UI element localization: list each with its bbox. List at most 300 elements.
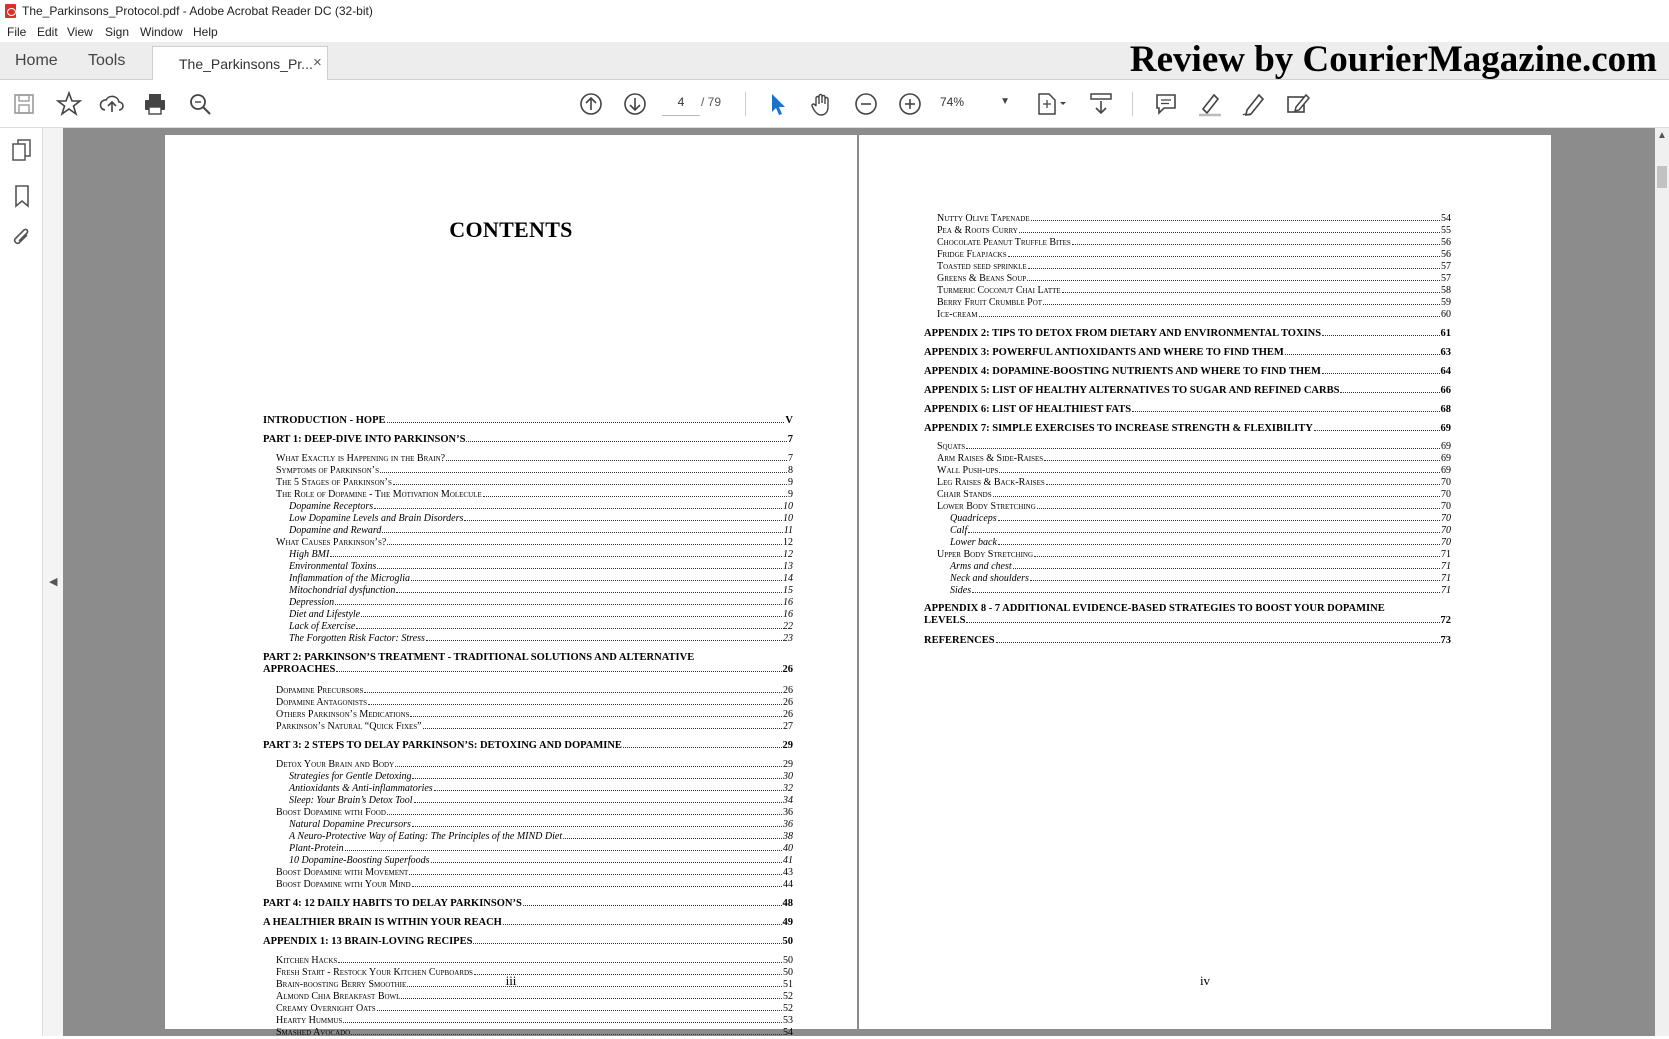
toc-page-number: 69 [1441, 441, 1451, 452]
toc-dot-leader [345, 843, 782, 851]
toc-entry[interactable] [924, 347, 1451, 359]
toc-page-number: 69 [1441, 465, 1451, 476]
toc-entry-title: Chair Stands [937, 489, 992, 500]
toc-entry-title: Creamy Overnight Oats [276, 1003, 376, 1014]
toc-entry[interactable] [937, 285, 1451, 297]
window-title: The_Parkinsons_Protocol.pdf - Adobe Acrobat Reader DC (32-bit) [22, 4, 373, 18]
toc-entry[interactable] [937, 477, 1451, 489]
toc-dot-leader [972, 585, 1440, 593]
toc-entry[interactable] [276, 489, 793, 501]
page-fit-icon[interactable] [1035, 90, 1069, 118]
toc-entry[interactable] [263, 434, 793, 446]
toc-dot-leader [387, 415, 785, 423]
toc-dot-leader [401, 991, 782, 999]
toc-dot-leader [473, 936, 781, 944]
toc-page-number: 8 [788, 465, 793, 476]
toc-dot-leader [356, 621, 782, 629]
toc-entry[interactable] [937, 225, 1451, 237]
toc-dot-leader [503, 917, 782, 925]
sign-pen-icon[interactable] [1240, 90, 1268, 118]
toc-dot-leader [434, 783, 782, 791]
toc-entry-title: Sides [950, 585, 972, 596]
toc-dot-leader [623, 740, 782, 748]
save-icon[interactable] [10, 90, 38, 118]
toc-entry[interactable] [937, 237, 1451, 249]
toc-entry[interactable] [937, 501, 1451, 513]
toc-dot-leader [1132, 404, 1439, 412]
search-zoom-icon[interactable] [186, 90, 214, 118]
toc-dot-leader [426, 633, 782, 641]
toc-page-number: 69 [1440, 423, 1451, 434]
toc-entry-title: APPENDIX 2: TIPS TO DETOX FROM DIETARY AND ENVIRONMENTAL TOXINS [924, 328, 1322, 339]
toc-entry-title: INTRODUCTION - HOPE [263, 415, 386, 426]
toc-entry[interactable] [289, 795, 793, 807]
toc-entry[interactable] [950, 537, 1451, 549]
toc-entry[interactable] [276, 721, 793, 733]
pdf-page-iii [165, 135, 857, 1038]
toc-entry-line [924, 615, 1451, 627]
toc-page-number: 70 [1441, 501, 1451, 512]
toc-dot-leader [1072, 237, 1440, 245]
toc-entry-title: Squats [937, 441, 966, 452]
next-page-icon[interactable] [621, 90, 649, 118]
toc-dot-leader [1013, 561, 1440, 569]
menu-edit[interactable]: Edit [37, 25, 58, 39]
toc-entry-title: Toasted seed sprinkle [937, 261, 1027, 272]
toc-entry-title: PART 1: DEEP-DIVE INTO PARKINSON’S [263, 434, 466, 445]
toc-entry-title: Boost Dopamine with Your Mind [276, 879, 411, 890]
toc-dot-leader [1044, 453, 1440, 461]
toc-entry-title: APPENDIX 8 - 7 ADDITIONAL EVIDENCE-BASED STRATEGIES TO BOOST YOUR DOPAMINE [924, 603, 1385, 614]
toc-page-number: 60 [1441, 309, 1451, 320]
toc-page-number: 13 [783, 561, 793, 572]
toc-entry-title: Environmental Toxins [289, 561, 377, 572]
toc-dot-leader [979, 309, 1441, 317]
fill-sign-icon[interactable] [1284, 90, 1312, 118]
vertical-scrollbar[interactable] [1655, 128, 1669, 1036]
tab-document-label: The_Parkinsons_Pr... [179, 56, 313, 72]
watermark-text: Review by CourierMagazine.com [1129, 39, 1657, 80]
toc-dot-leader [1322, 366, 1440, 374]
toc-page-number: 70 [1441, 513, 1451, 524]
toc-page-number: 52 [783, 991, 793, 1002]
toc-entry[interactable] [937, 489, 1451, 501]
toc-entry[interactable] [289, 549, 793, 561]
toc-entry-title: Dopamine Precursors [276, 685, 364, 696]
toc-entry[interactable] [289, 561, 793, 573]
toc-page-number: 7 [787, 434, 793, 445]
toc-page-number: 15 [783, 585, 793, 596]
toc-entry-title: Depression [289, 597, 335, 608]
zoom-level-select[interactable] [940, 89, 1010, 115]
toc-dot-leader [1285, 347, 1440, 355]
toc-dot-leader [395, 759, 782, 767]
toc-entry[interactable] [924, 404, 1451, 416]
toc-dot-leader [335, 597, 782, 605]
toc-dot-leader [1031, 213, 1440, 221]
toc-entry-title: The Role of Dopamine - The Motivation Molecule [276, 489, 482, 500]
star-bookmark-icon[interactable] [55, 90, 83, 118]
toc-page-number: 34 [783, 795, 793, 806]
toc-entry[interactable] [289, 621, 793, 633]
toc-dot-leader [466, 434, 786, 442]
toc-page-number: 71 [1441, 549, 1451, 560]
toc-entry-title: Inflammation of the Microglia [289, 573, 411, 584]
toc-entry[interactable] [289, 771, 793, 783]
toc-entry-title: Calf [950, 525, 968, 536]
toc-page-number: 53 [783, 1015, 793, 1026]
toc-entry[interactable] [263, 652, 793, 676]
toc-entry[interactable] [950, 513, 1451, 525]
toc-entry[interactable] [276, 453, 793, 465]
toc-entry-title: Arms and chest [950, 561, 1012, 572]
chevron-left-icon: ◀ [49, 576, 58, 588]
toc-page-number: 54 [1441, 213, 1451, 224]
toc-dot-leader [343, 1015, 782, 1023]
toc-page-number: 26 [783, 709, 793, 720]
toc-entry[interactable] [937, 309, 1451, 321]
toc-entry-title: PART 2: PARKINSON’S TREATMENT - TRADITIONAL SOLUTIONS AND ALTERNATIVE [263, 652, 695, 663]
bookmarks-icon[interactable] [11, 183, 33, 209]
toc-entry[interactable] [263, 415, 793, 427]
toc-page-number: 26 [783, 685, 793, 696]
toc-entry[interactable] [937, 249, 1451, 261]
close-icon[interactable]: × [313, 54, 322, 71]
toc-entry[interactable] [289, 513, 793, 525]
toc-page-number: 40 [783, 843, 793, 854]
toc-dot-leader [1322, 328, 1439, 336]
toc-entry-title: Hearty Hummus [276, 1015, 343, 1026]
menu-view[interactable]: View [67, 25, 93, 39]
previous-page-icon[interactable] [577, 90, 605, 118]
toc-entry-title-continued: APPROACHES [263, 664, 336, 675]
toc-entry[interactable] [924, 366, 1451, 378]
title-bar [0, 0, 1669, 22]
chevron-down-icon: ▼ [1000, 96, 1010, 107]
toc-entry[interactable] [263, 898, 793, 910]
toc-entry-title: Others Parkinson’s Medications [276, 709, 410, 720]
toc-page-number: 56 [1441, 237, 1451, 248]
toc-entry[interactable] [289, 585, 793, 597]
toc-entry-title: APPENDIX 4: DOPAMINE-BOOSTING NUTRIENTS AND WHERE TO FIND THEM [924, 366, 1321, 377]
toc-entry[interactable] [937, 297, 1451, 309]
toc-entry[interactable] [276, 697, 793, 709]
toc-entry-title: Boost Dopamine with Movement [276, 867, 409, 878]
toc-dot-leader [364, 685, 782, 693]
toc-dot-leader [1019, 225, 1440, 233]
toc-entry-title: Boost Dopamine with Food [276, 807, 386, 818]
toc-entry[interactable] [924, 423, 1451, 435]
toc-entry-title: A HEALTHIER BRAIN IS WITHIN YOUR REACH [263, 917, 502, 928]
toc-entry[interactable] [950, 561, 1451, 573]
toc-entry[interactable] [276, 465, 793, 477]
toc-entry[interactable] [276, 759, 793, 771]
toc-dot-leader [993, 489, 1440, 497]
pane-collapse-handle[interactable] [43, 128, 63, 1036]
toc-entry[interactable] [263, 936, 793, 948]
toc-page-number: 23 [783, 633, 793, 644]
toc-entry-title: Strategies for Gentle Detoxing [289, 771, 412, 782]
toolbar-divider [745, 92, 746, 116]
toc-dot-leader [999, 465, 1440, 473]
toc-page-number: 64 [1440, 366, 1451, 377]
scrollbar-thumb[interactable] [1657, 166, 1667, 188]
toc-dot-leader [998, 513, 1440, 521]
toc-dot-leader [330, 549, 782, 557]
toc-page-number: 72 [1440, 615, 1451, 626]
toc-page-number: 68 [1440, 404, 1451, 415]
upload-cloud-icon[interactable] [98, 90, 126, 118]
toc-entry-title: APPENDIX 1: 13 BRAIN-LOVING RECIPES [263, 936, 473, 947]
menu-window[interactable]: Window [140, 25, 183, 39]
toc-dot-leader [996, 635, 1440, 643]
toc-entry[interactable] [263, 740, 793, 752]
toc-entry-title: Diet and Lifestyle [289, 609, 361, 620]
toc-page-number: 44 [783, 879, 793, 890]
attachments-paperclip-icon[interactable] [10, 226, 34, 252]
toc-entry[interactable] [924, 635, 1451, 647]
toc-dot-leader [387, 537, 782, 545]
toc-entry[interactable] [276, 991, 793, 1003]
toc-entry[interactable] [276, 709, 793, 721]
menu-sign[interactable]: Sign [105, 25, 130, 39]
toc-dot-leader [351, 1027, 782, 1035]
hand-tool-icon[interactable] [808, 90, 836, 118]
scroll-up-icon[interactable]: ▲ [1657, 130, 1667, 141]
toc-dot-leader [966, 441, 1440, 449]
zoom-out-icon[interactable] [852, 90, 880, 118]
toc-page-number: 54 [783, 1027, 793, 1038]
page-number-input[interactable]: 4 [662, 89, 700, 116]
toc-entry[interactable] [289, 831, 793, 843]
toc-page-number: 59 [1441, 297, 1451, 308]
toc-entry-title: Ice-cream [937, 309, 978, 320]
toc-entry-title: A Neuro-Protective Way of Eating: The Principles of the MIND Diet [289, 831, 563, 842]
toc-entry[interactable] [937, 465, 1451, 477]
toc-page-number: 70 [1441, 477, 1451, 488]
toc-entry[interactable] [289, 633, 793, 645]
toc-entry-title: Greens & Beans Soup [937, 273, 1027, 284]
toc-entry[interactable] [289, 855, 793, 867]
toc-page-number: 12 [783, 549, 793, 560]
toc-dot-leader [446, 453, 787, 461]
toc-page-number: 32 [783, 783, 793, 794]
toc-page-number: 10 [783, 501, 793, 512]
toc-entry-title: Lower Body Stretching [937, 501, 1036, 512]
tab-document[interactable] [152, 46, 328, 80]
toc-entry-title: Smashed Avocado [276, 1027, 351, 1038]
toc-entry[interactable] [289, 501, 793, 513]
toc-entry-title: APPENDIX 7: SIMPLE EXERCISES TO INCREASE STRENGTH & FLEXIBILITY [924, 423, 1313, 434]
toc-dot-leader [1037, 501, 1440, 509]
page-total: / 79 [701, 95, 722, 109]
tab-home[interactable]: Home [15, 52, 58, 69]
toc-dot-leader [483, 489, 787, 497]
toc-dot-leader [412, 879, 782, 887]
toc-entry-title: Mitochondrial dysfunction [289, 585, 396, 596]
toc-entry-title: Parkinson’s Natural “Quick Fixes” [276, 721, 422, 732]
toc-dot-leader [966, 615, 1439, 623]
toc-page-number: 49 [782, 917, 793, 928]
toc-entry[interactable] [263, 917, 793, 929]
toc-entry-title: Natural Dopamine Precursors [289, 819, 411, 830]
toc-entry[interactable] [289, 609, 793, 621]
toc-dot-leader [968, 525, 1440, 533]
tab-tools[interactable]: Tools [88, 52, 126, 69]
pdf-page-iv [859, 135, 1551, 1029]
toc-page-number: 70 [1441, 525, 1451, 536]
toc-entry[interactable] [937, 273, 1451, 285]
toc-dot-leader [1043, 297, 1440, 305]
comment-icon[interactable] [1152, 90, 1180, 118]
toc-page-number: 55 [1441, 225, 1451, 236]
toc-page-number: 9 [788, 489, 793, 500]
toc-entry[interactable] [276, 1003, 793, 1015]
scroll-mode-icon[interactable] [1087, 90, 1115, 118]
toc-dot-leader [336, 664, 781, 672]
toc-page-number: 70 [1441, 489, 1451, 500]
toc-page-number: 12 [783, 537, 793, 548]
toc-entry-title: Symptoms of Parkinson’s [276, 465, 379, 476]
toc-entry[interactable] [924, 603, 1451, 627]
toc-entry-title: Lower back [950, 537, 997, 548]
toc-entry-title: Quadriceps [950, 513, 997, 524]
toc-dot-leader [411, 573, 782, 581]
toc-entry-title: Wall Push-ups [937, 465, 999, 476]
toc-page-number: 43 [783, 867, 793, 878]
zoom-level-value: 74% [940, 95, 965, 109]
toc-page-number: 29 [783, 759, 793, 770]
toc-dot-leader [1046, 477, 1440, 485]
toc-entry-title: Low Dopamine Levels and Brain Disorders [289, 513, 464, 524]
toc-entry[interactable] [950, 573, 1451, 585]
toc-entry[interactable] [289, 819, 793, 831]
toc-page-number: 38 [783, 831, 793, 842]
toc-entry[interactable] [289, 597, 793, 609]
toc-page-number: V [785, 415, 793, 426]
toc-page-number: 22 [783, 621, 793, 632]
toc-entry[interactable] [276, 1027, 793, 1039]
toc-entry[interactable] [289, 573, 793, 585]
toc-dot-leader [338, 955, 782, 963]
toc-entry[interactable] [937, 453, 1451, 465]
toc-entry[interactable] [937, 213, 1451, 225]
toc-entry-title: Arm Raises & Side-Raises [937, 453, 1044, 464]
toc-entry[interactable] [950, 585, 1451, 597]
toc-entry-title: Almond Chia Breakfast Bowl [276, 991, 401, 1002]
print-icon[interactable] [141, 90, 169, 118]
toc-entry[interactable] [924, 328, 1451, 340]
toc-entry-title: Antioxidants & Anti-inflammatories [289, 783, 433, 794]
toc-page-number: 11 [783, 525, 793, 536]
toc-dot-leader [563, 831, 782, 839]
toc-entry[interactable] [276, 867, 793, 879]
toc-page-number: 71 [1441, 573, 1451, 584]
toc-entry-title: Fridge Flapjacks [937, 249, 1007, 260]
navigation-pane [0, 128, 43, 1036]
toc-entry[interactable] [276, 537, 793, 549]
select-cursor-icon[interactable] [764, 90, 792, 118]
toc-dot-leader [412, 771, 782, 779]
toc-dot-leader [368, 697, 782, 705]
toc-page-number: 10 [783, 513, 793, 524]
toc-dot-leader [393, 477, 787, 485]
toc-entry-title: Lack of Exercise [289, 621, 356, 632]
toc-page-number: 30 [783, 771, 793, 782]
toc-entry[interactable] [289, 843, 793, 855]
toc-entry-title: What Causes Parkinson’s? [276, 537, 387, 548]
toc-entry[interactable] [289, 525, 793, 537]
toc-entry[interactable] [937, 441, 1451, 453]
toc-entry[interactable] [289, 783, 793, 795]
toc-page-number: 27 [783, 721, 793, 732]
toc-dot-leader [1062, 285, 1440, 293]
menu-help[interactable]: Help [193, 25, 218, 39]
toc-page-number: 51 [783, 979, 793, 990]
toc-entry[interactable] [276, 879, 793, 891]
toc-entry-title: Fresh Start - Restock Your Kitchen Cupboards [276, 967, 473, 978]
toc-entry[interactable] [276, 685, 793, 697]
zoom-in-icon[interactable] [896, 90, 924, 118]
toc-page-number: 48 [782, 898, 793, 909]
toc-page-number: 50 [782, 936, 793, 947]
toc-page-number: 57 [1441, 273, 1451, 284]
toc-page-number: 16 [783, 597, 793, 608]
toc-page-number: 71 [1441, 561, 1451, 572]
toc-page-number: 57 [1441, 261, 1451, 272]
toc-dot-leader [374, 501, 782, 509]
toc-entry-title: Dopamine Receptors [289, 501, 374, 512]
toc-dot-leader [409, 867, 782, 875]
toc-entry[interactable] [950, 525, 1451, 537]
toc-entry[interactable] [276, 807, 793, 819]
toc-page-number: 50 [783, 955, 793, 966]
toc-entry[interactable] [937, 261, 1451, 273]
toc-dot-leader [377, 561, 782, 569]
toc-page-number: 36 [783, 819, 793, 830]
menu-file[interactable]: File [7, 25, 27, 39]
toc-page-number: 73 [1440, 635, 1451, 646]
toc-entry[interactable] [924, 385, 1451, 397]
toc-entry-title: APPENDIX 5: LIST OF HEALTHY ALTERNATIVES TO SUGAR AND REFINED CARBS [924, 385, 1340, 396]
toc-dot-leader [382, 525, 782, 533]
toc-entry[interactable] [276, 955, 793, 967]
toc-entry-title: Nutty Olive Tapenade [937, 213, 1030, 224]
toc-entry[interactable] [937, 549, 1451, 561]
contents-heading: CONTENTS [449, 217, 573, 242]
toc-entry-title-continued: LEVELS [924, 615, 966, 626]
toc-dot-leader [1314, 423, 1440, 431]
toc-entry-title: Pea & Roots Curry [937, 225, 1018, 236]
toc-entry-title: Detox Your Brain and Body [276, 759, 395, 770]
toc-dot-leader [412, 819, 782, 827]
toc-page-number: 29 [782, 740, 793, 751]
toc-dot-leader [377, 1003, 782, 1011]
toc-entry[interactable] [276, 477, 793, 489]
toc-entry-title: Neck and shoulders [950, 573, 1029, 584]
toc-entry-title: 10 Dopamine-Boosting Superfoods [289, 855, 430, 866]
toc-dot-leader [464, 513, 782, 521]
page-thumbnails-icon[interactable] [10, 138, 34, 164]
highlight-pen-icon[interactable] [1196, 90, 1224, 118]
toc-entry-title: Brain-boosting Berry Smoothie [276, 979, 407, 990]
toc-entry[interactable] [276, 1015, 793, 1027]
toc-page-number: 56 [1441, 249, 1451, 260]
toc-dot-leader [423, 721, 782, 729]
toc-dot-leader [1028, 261, 1440, 269]
toc-page-number: 41 [783, 855, 793, 866]
toc-entry-title: APPENDIX 6: LIST OF HEALTHIEST FATS [924, 404, 1132, 415]
